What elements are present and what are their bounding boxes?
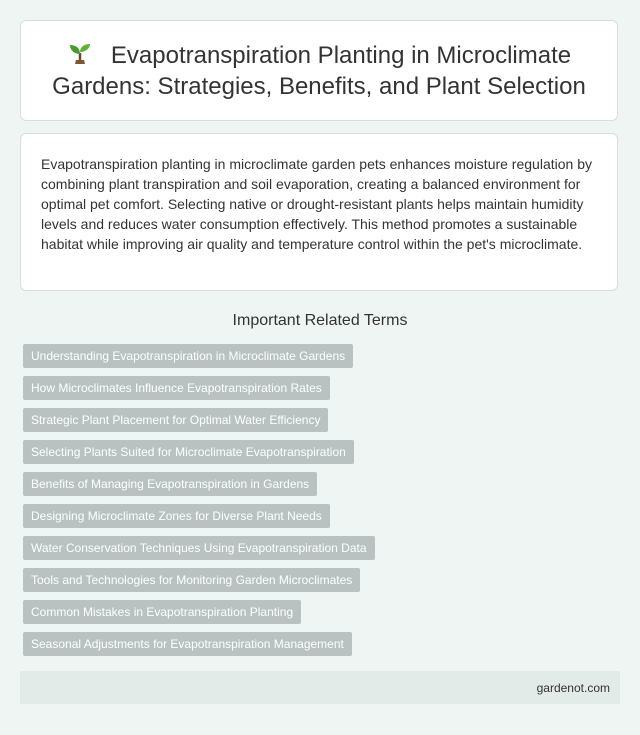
related-term-tag[interactable]: Seasonal Adjustments for Evapotranspiration Management xyxy=(23,632,352,656)
related-term-tag[interactable]: Benefits of Managing Evapotranspiration in Gardens xyxy=(23,472,317,496)
title-card xyxy=(20,20,618,121)
related-terms-heading: Important Related Terms xyxy=(232,312,408,329)
sprout-icon xyxy=(67,40,93,66)
footer xyxy=(20,671,620,704)
related-term-tag[interactable]: How Microclimates Influence Evapotranspiration Rates xyxy=(23,376,330,400)
summary-text: Evapotranspiration planting in microclimate garden pets enhances moisture regulation by combining plant transpiration and soil evaporation, creating a balanced environment for optimal pet comfort. Selecting native or drought-resistant plants helps maintain humidity levels and reduces water consumption effectively. This method promotes a sustainable habitat while improving air quality and temperature control within the pet's microclimate. xyxy=(41,156,592,252)
page-title xyxy=(41,40,597,102)
footer-site-link[interactable]: gardenot.com xyxy=(536,680,610,695)
summary-card xyxy=(20,133,618,291)
related-term-tag[interactable]: Strategic Plant Placement for Optimal Water Efficiency xyxy=(23,408,328,432)
page-title-text: Evapotranspiration Planting in Microclimate Gardens: Strategies, Benefits, and Plant Selection xyxy=(52,41,586,100)
related-term-tag[interactable]: Selecting Plants Suited for Microclimate Evapotranspiration xyxy=(23,440,354,464)
related-term-tag[interactable]: Understanding Evapotranspiration in Microclimate Gardens xyxy=(23,344,353,368)
related-term-tag[interactable]: Tools and Technologies for Monitoring Garden Microclimates xyxy=(23,568,360,592)
related-term-tag[interactable]: Water Conservation Techniques Using Evapotranspiration Data xyxy=(23,536,375,560)
related-term-tag[interactable]: Common Mistakes in Evapotranspiration Planting xyxy=(23,600,301,624)
related-terms-list xyxy=(23,344,613,664)
related-term-tag[interactable]: Designing Microclimate Zones for Diverse Plant Needs xyxy=(23,504,330,528)
